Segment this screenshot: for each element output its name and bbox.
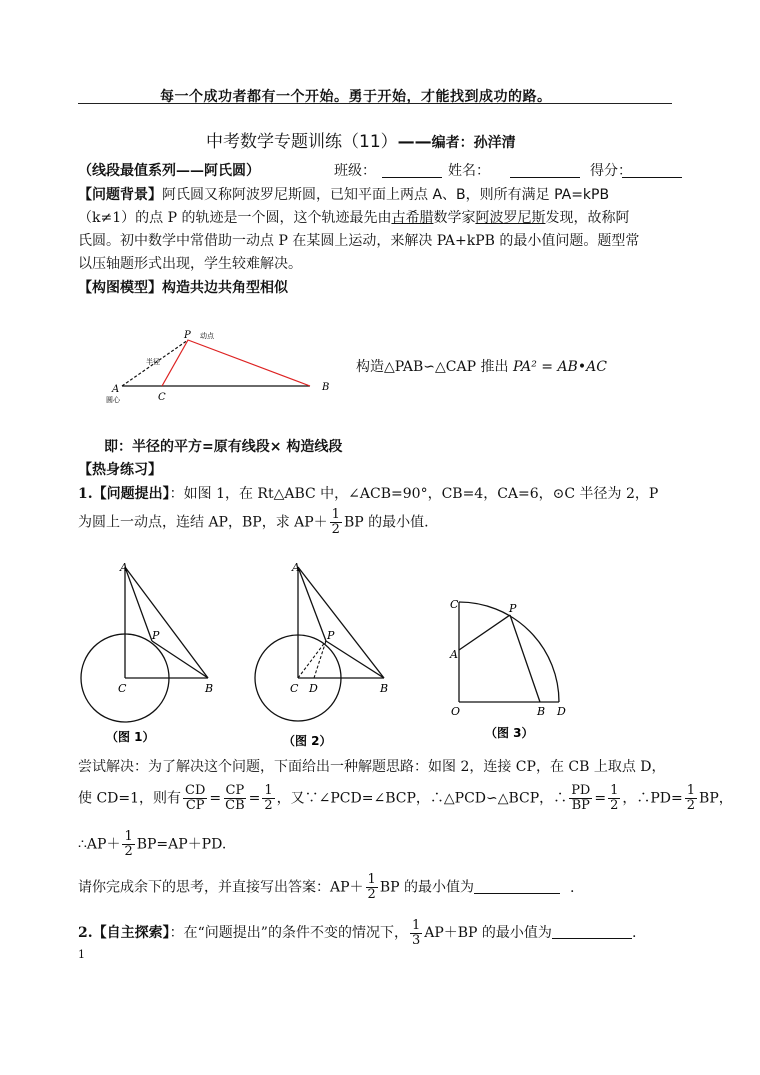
header-rule [78,103,672,104]
svg-text:C: C [450,598,459,611]
svg-text:A: A [120,561,128,574]
series-label: （线段最值系列——阿氏圆） [78,163,260,179]
model-heading-label: 【构图模型】 [78,280,162,296]
underlined-greece: 古希腊 [391,210,434,226]
class-label: 班级： [334,163,376,179]
construct-text: 构造△PAB∽△CAP 推出 [356,359,513,375]
score-blank[interactable] [622,163,682,178]
header-motto: 每一个成功者都有一个开始。勇于开始，才能找到成功的路。 [160,89,552,105]
background-line-3: 氏圆。初中数学中常借助一动点 P 在某圆上运动，来解决 PA+kPB 的最小值问题。题型常 [78,233,640,249]
q1-fraction: $\frac{1}{2}$ [331,507,340,537]
page-number: 1 [78,948,85,961]
label-moving-point: 动点 [200,332,214,340]
q2-line: 2.【自主探索】：在“问题提出”的条件不变的情况下， $\frac{1}{3}$ AP＋BP 的最小值为 . [78,917,637,948]
label-C: C [158,392,166,403]
background-text-1: 阿氏圆又称阿波罗尼斯圆，已知平面上两点 A、B，则所有满足 PA=kPB [162,187,610,203]
answer-blank-2[interactable] [552,924,632,939]
figure-1 [81,561,213,744]
q1-line-2 [78,508,429,537]
title-editor: 编者：孙洋清 [431,135,516,151]
model-heading [78,277,288,299]
solution-line-4: 请你完成余下的思考，并直接写出答案：AP＋ $\frac{1}{2}$ BP 的最小值为 . [78,872,575,902]
q1-text-2a: 为圆上一动点，连结 AP，BP，求 AP＋ [78,514,328,531]
figure-3 [449,598,566,740]
model-summary: 即：半径的平方=原有线段× 构造线段 [104,439,343,455]
svg-text:C: C [118,682,127,695]
fig1-caption: （图 1） [106,730,155,744]
background-text-2b: 数学家 [433,210,476,226]
name-blank[interactable] [510,163,580,178]
model-formula: PA² = AB•AC [512,359,607,375]
q2-heading: 【自主探索】 [92,925,170,941]
label-A: A [112,384,120,395]
class-blank[interactable] [382,163,442,178]
background-text-2a: （k≠1）的点 P 的轨迹是一个圆，这个轨迹最先由 [78,210,392,226]
solution-line-2: 使 CD=1，则有 $\frac{CD}{CP}$ = $\frac{CP}{CB}$ = $\frac{1}{2}$ ，又∵∠PCD=∠BCP，∴△PCD∽△BCP，∴ $\frac{PD}{BP}$ = $\frac{1}{2}$ ，∴PD= $\frac{1}{2}$ BP， [78,783,733,813]
info-line [78,160,632,182]
svg-text:P: P [152,629,160,642]
title-dash: —— [397,132,432,152]
q1-text-2b: BP 的最小值. [343,514,429,531]
score-label: 得分： [590,163,632,179]
label-center: 圆心 [106,396,120,404]
figure-2 [255,561,388,748]
figures [78,555,598,750]
background-line-2 [78,207,629,229]
background-line-1 [78,184,609,206]
background-line-4: 以压轴题形式出现，学生较难解决。 [78,256,302,272]
model-heading-text: 构造共边共角型相似 [162,280,288,296]
svg-text:A: A [292,561,300,574]
solution-line-1: 尝试解决：为了解决这个问题，下面给出一种解题思路：如图 2，连接 CP，在 CB 上取点 D， [78,759,666,775]
svg-text:B: B [537,705,546,718]
background-text-2c: 发现，故称阿 [545,210,630,226]
solution-line-3: ∴AP＋ $\frac{1}{2}$ BP=AP＋PD. [78,829,227,859]
q1-heading: 【问题提出】 [92,486,170,502]
svg-text:P: P [509,602,517,615]
background-heading: 【问题背景】 [78,187,162,203]
line-PB [188,340,310,386]
label-radius: 半径 [146,358,160,366]
model-construct [356,356,607,378]
svg-text:O: O [451,705,461,718]
fig3-caption: （图 3） [485,726,534,740]
name-label: 姓名： [448,163,490,179]
svg-text:B: B [205,682,214,695]
q1-line-1 [78,483,658,505]
svg-text:B: B [380,682,389,695]
label-B: B [322,382,330,393]
warmup-heading: 【热身练习】 [78,462,162,478]
svg-text:A: A [450,648,458,661]
q1-text-1: ：如图 1，在 Rt△ABC 中，∠ACB=90°，CB=4，CA=6，⊙C 半径为 2，P [169,486,659,502]
svg-text:C: C [290,682,299,695]
underlined-apollonius: 阿波罗尼斯 [475,210,546,226]
title-main: 中考数学专题训练（11） [206,132,398,152]
page-title [206,127,516,152]
label-P: P [184,330,191,341]
svg-text:P: P [327,629,335,642]
svg-text:D: D [557,705,566,718]
answer-blank-1[interactable] [474,879,560,894]
line-PC [162,340,188,386]
fig2-caption: （图 2） [283,734,332,748]
model-diagram [100,328,340,408]
svg-text:D: D [309,682,318,695]
q1-number: 1. [78,486,93,502]
